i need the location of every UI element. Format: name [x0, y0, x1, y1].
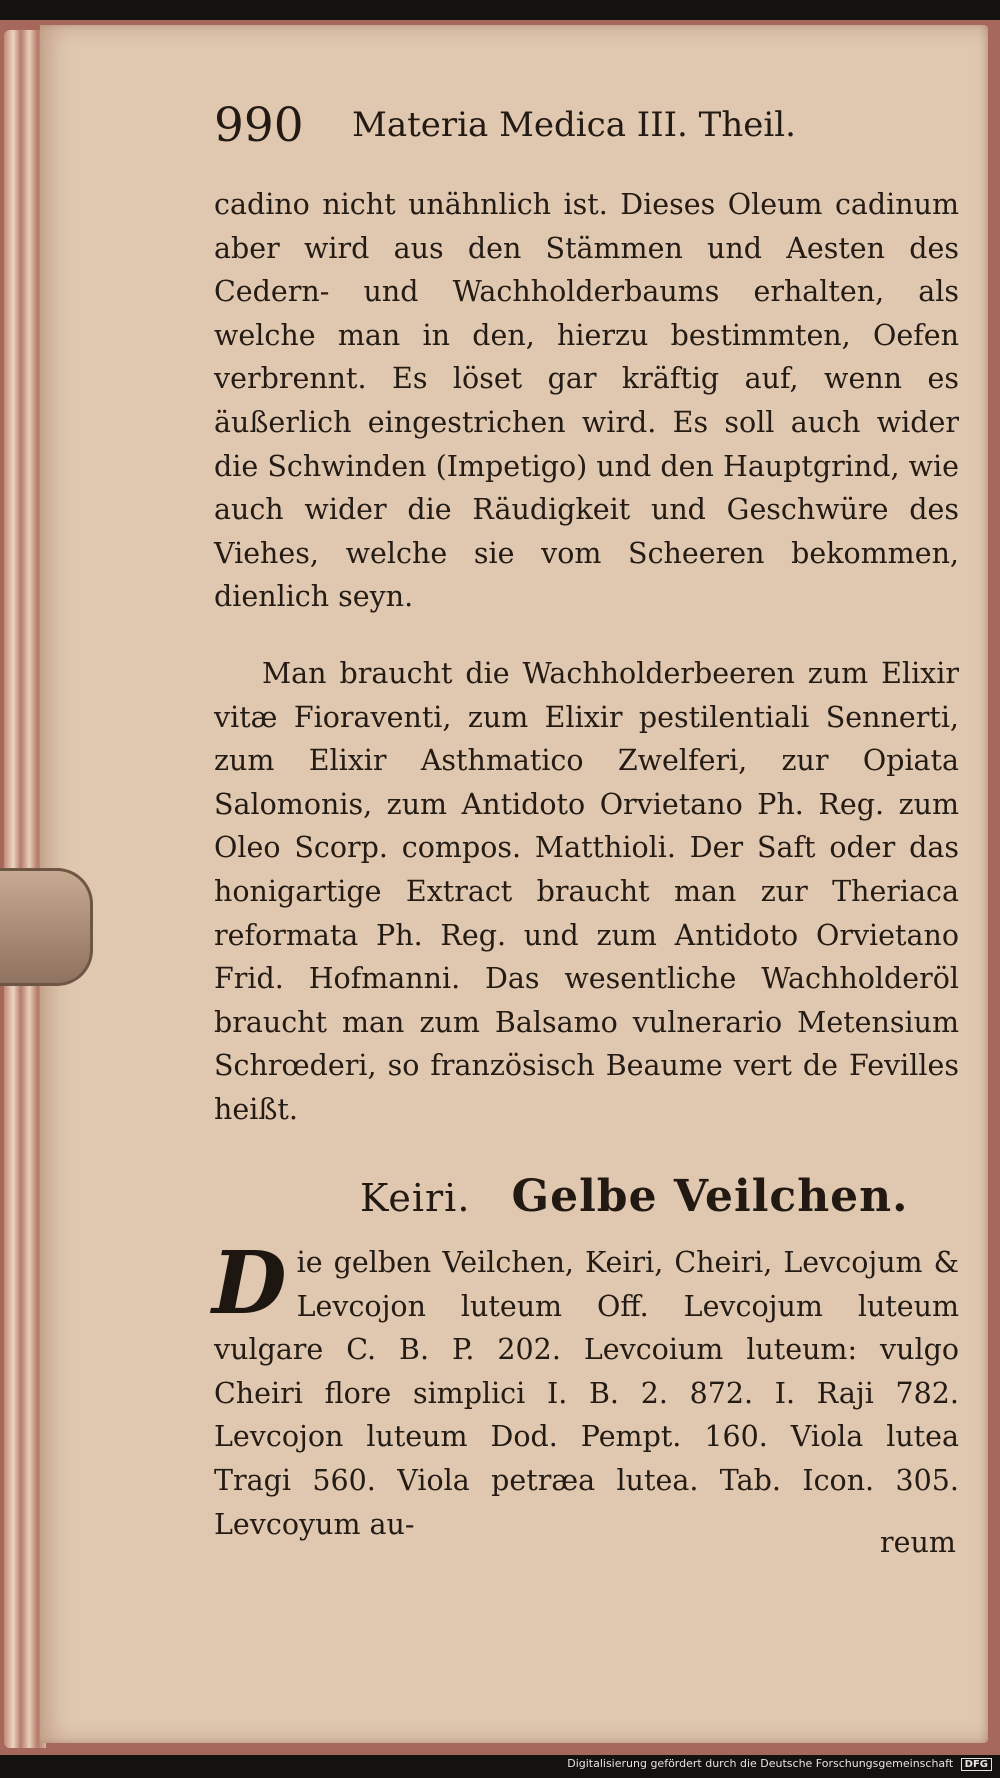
running-title: Materia Medica III. Theil. — [352, 105, 796, 145]
paragraph-keiri — [212, 1233, 959, 1546]
dfg-logo-icon: DFG — [961, 1758, 992, 1771]
drop-cap: D — [212, 1233, 287, 1334]
paragraph-oleum-cadinum: cadino nicht unähnlich ist. Dieses Oleum cadinum aber wird aus den Stämmen und Aesten des Cedern- und Wachholderbaums erhalten, als welche man in den, hierzu bestimmten, Oefen verbrennt. Es löset gar kräftig auf, wenn es äußerlich eingestrichen wird. Es soll auch wider die Schwinden (Impetigo) und den Hauptgrind, wie auch wider die Räudigkeit und Geschwüre des Viehes, welche sie vom Scheeren bekommen, dienlich seyn. — [214, 188, 959, 614]
footer-credit: Digitalisierung gefördert durch die Deutsche Forschungsgemeinschaft — [567, 1757, 954, 1770]
page-number: 990 — [214, 98, 304, 153]
section-title-german: Gelbe Veilchen. — [511, 1171, 909, 1222]
paragraph-keiri-text: ie gelben Veilchen, Keiri, Cheiri, Levcojum & Levcojon luteum Off. Levcojum luteum vulgare C. B. P. 202. Levcoium luteum: vulgo Cheiri flore simplici I. B. 2. 872. I. Raji 782. Levcojon luteum Dod. Pempt. 160. Viola lutea Tragi 560. Viola petræa lutea. Tab. Icon. 305. Levcoyum au- — [214, 1246, 959, 1541]
book-clasp — [0, 868, 93, 986]
page-header — [214, 98, 874, 158]
paragraph-wachholder-uses: Man braucht die Wachholderbeeren zum Elixir vitæ Fioraventi, zum Elixir pestilentiali Sennerti, zum Elixir Asthmatico Zwelferi, zur Opiata Salomonis, zum Antidoto Orvietano Ph. Reg. zum Oleo Scorp. compos. Matthioli. Der Saft oder das honigartige Extract braucht man zur Theriaca reformata Ph. Reg. und zum Antidoto Orvietano Frid. Hofmanni. Das wesentliche Wachholderöl braucht man zum Balsamo vulnerario Metensium Schrœderi, so französisch Beaume vert de Fevilles heißt. — [214, 657, 959, 1126]
digitization-footer — [567, 1757, 992, 1771]
catchword: reum — [880, 1526, 956, 1559]
section-heading — [360, 1171, 920, 1222]
section-title-latin: Keiri. — [360, 1176, 471, 1220]
